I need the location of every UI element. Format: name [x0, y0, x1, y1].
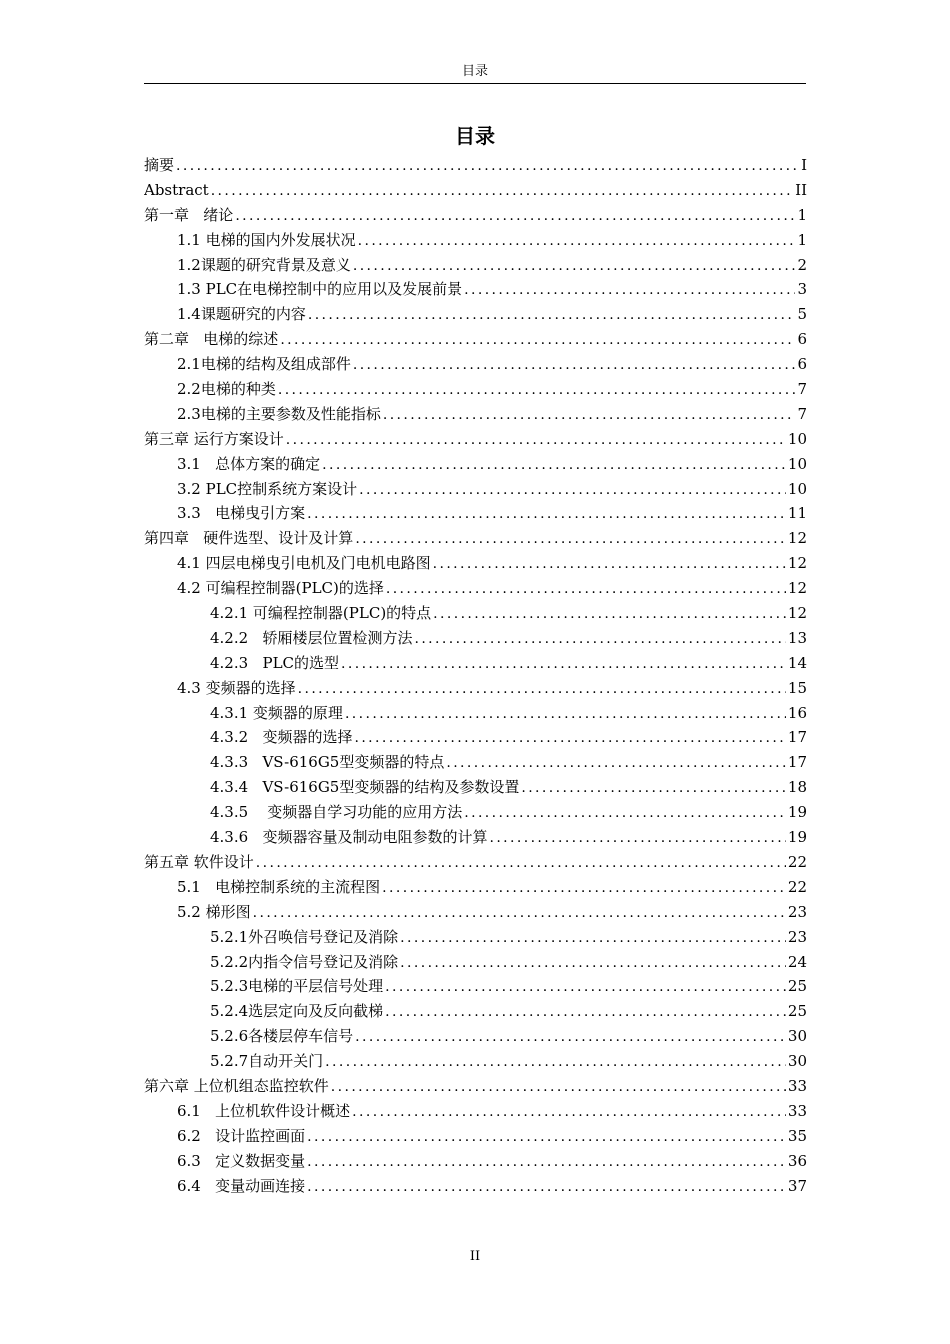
- toc-entry[interactable]: [144, 1049, 807, 1074]
- toc-entry-page: 37: [787, 1176, 807, 1195]
- toc-entry-label: 5.2 梯形图: [177, 902, 251, 921]
- toc-entry-label: 4.3.2 变频器的选择: [210, 728, 353, 747]
- toc-entry-label: 1.2课题的研究背景及意义: [177, 255, 351, 274]
- toc-entry-page: 23: [787, 927, 807, 946]
- toc-entry-label: 4.2 可编程控制器(PLC)的选择: [177, 579, 384, 598]
- toc-entry-page: 30: [787, 1052, 807, 1071]
- toc-entry[interactable]: [144, 925, 807, 950]
- toc-entry[interactable]: [144, 377, 807, 402]
- toc-dot-leader: [354, 726, 785, 750]
- toc-dot-leader: [307, 1150, 786, 1174]
- toc-entry-page: 22: [787, 852, 807, 871]
- toc-entry-page: 17: [787, 728, 807, 747]
- toc-entry[interactable]: [144, 253, 807, 278]
- toc-entry-label: 1.3 PLC在电梯控制中的应用以及发展前景: [177, 280, 463, 299]
- toc-dot-leader: [345, 702, 786, 726]
- toc-entry-page: 36: [787, 1151, 807, 1170]
- toc-entry-page: 6: [797, 355, 807, 374]
- toc-entry-label: 4.3.1 变频器的原理: [210, 703, 343, 722]
- toc-entry[interactable]: [144, 526, 807, 551]
- toc-dot-leader: [211, 179, 793, 203]
- toc-entry-label: 第四章 硬件选型、设计及计算: [144, 529, 354, 548]
- toc-dot-leader: [433, 552, 786, 576]
- toc-entry[interactable]: [144, 477, 807, 502]
- toc-dot-leader: [235, 204, 795, 228]
- toc-entry-page: 24: [787, 952, 807, 971]
- toc-entry[interactable]: [144, 651, 807, 676]
- toc-entry-label: 第一章 绪论: [144, 205, 234, 224]
- toc-dot-leader: [352, 1100, 786, 1124]
- toc-entry-page: 1: [797, 205, 807, 224]
- toc-entry[interactable]: [144, 626, 807, 651]
- toc-entry[interactable]: [144, 277, 807, 302]
- toc-entry[interactable]: [144, 551, 807, 576]
- toc-entry[interactable]: [144, 950, 807, 975]
- toc-entry-page: 12: [787, 579, 807, 598]
- toc-entry-label: 5.2.2内指令信号登记及消除: [210, 952, 399, 971]
- toc-entry-label: 2.2电梯的种类: [177, 380, 276, 399]
- toc-dot-leader: [307, 1125, 786, 1149]
- toc-entry-label: 1.4课题研究的内容: [177, 305, 306, 324]
- toc-entry[interactable]: [144, 701, 807, 726]
- toc-entry-page: I: [801, 156, 807, 174]
- toc-dot-leader: [331, 1075, 786, 1099]
- header-divider: [144, 83, 806, 84]
- toc-entry-page: 2: [797, 255, 807, 274]
- toc-entry-page: 7: [797, 404, 807, 423]
- toc-entry[interactable]: [144, 676, 807, 701]
- toc-entry[interactable]: [144, 999, 807, 1024]
- toc-entry-label: 5.2.6各楼层停车信号: [210, 1027, 354, 1046]
- toc-entry-page: 22: [787, 877, 807, 896]
- toc-entry-label: 5.2.3电梯的平层信号处理: [210, 977, 384, 996]
- toc-entry[interactable]: [144, 601, 807, 626]
- toc-entry-label: 4.3 变频器的选择: [177, 678, 296, 697]
- toc-dot-leader: [308, 303, 796, 327]
- toc-dot-leader: [278, 378, 796, 402]
- toc-entry-page: 15: [787, 678, 807, 697]
- toc-entry-page: 7: [797, 380, 807, 399]
- toc-dot-leader: [307, 502, 786, 526]
- toc-entry-page: 19: [787, 803, 807, 822]
- toc-dot-leader: [385, 1000, 786, 1024]
- toc-entry-label: 4.2.2 轿厢楼层位置检测方法: [210, 628, 413, 647]
- toc-entry-page: 19: [787, 828, 807, 847]
- toc-entry[interactable]: [144, 427, 807, 452]
- toc-dot-leader: [298, 677, 786, 701]
- toc-entry[interactable]: [144, 1174, 807, 1199]
- toc-dot-leader: [400, 926, 786, 950]
- toc-dot-leader: [359, 478, 786, 502]
- toc-entry-label: 6.3 定义数据变量: [177, 1151, 306, 1170]
- toc-entry-label: 1.1 电梯的国内外发展状况: [177, 230, 356, 249]
- toc-entry-label: 摘要: [144, 156, 175, 174]
- toc-entry-page: 12: [787, 554, 807, 573]
- toc-dot-leader: [433, 602, 786, 626]
- toc-entry-label: 5.2.7自动开关门: [210, 1052, 324, 1071]
- toc-dot-leader: [353, 254, 796, 278]
- toc-dot-leader: [253, 901, 786, 925]
- toc-entry[interactable]: [144, 1149, 807, 1174]
- toc-dot-leader: [385, 975, 786, 999]
- toc-entry[interactable]: [144, 501, 807, 526]
- toc-entry-label: 3.3 电梯曳引方案: [177, 504, 306, 523]
- toc-entry-page: 25: [787, 1002, 807, 1021]
- running-header: 目录: [461, 64, 488, 79]
- toc-entry-page: 16: [787, 703, 807, 722]
- toc-entry-label: 4.3.6 变频器容量及制动电阻参数的计算: [210, 828, 488, 847]
- toc-dot-leader: [341, 652, 786, 676]
- toc-dot-leader: [355, 527, 786, 551]
- toc-dot-leader: [322, 453, 786, 477]
- toc-entry-page: 33: [787, 1101, 807, 1120]
- toc-entry-page: 18: [787, 778, 807, 797]
- toc-entry-label: 6.4 变量动画连接: [177, 1176, 306, 1195]
- toc-entry-label: 4.1 四层电梯曳引电机及门电机电路图: [177, 554, 431, 573]
- toc-entry-label: 5.2.4选层定向及反向截梯: [210, 1002, 384, 1021]
- toc-dot-leader: [386, 577, 786, 601]
- toc-entry-page: 12: [787, 604, 807, 623]
- toc-dot-leader: [382, 876, 786, 900]
- toc-dot-leader: [446, 751, 786, 775]
- toc-entry-page: 6: [797, 330, 807, 349]
- toc-entry-page: 10: [787, 454, 807, 473]
- toc-entry-label: 4.2.1 可编程控制器(PLC)的特点: [210, 604, 432, 623]
- toc-entry-page: 11: [787, 504, 807, 523]
- toc-entry-page: 33: [787, 1076, 807, 1095]
- toc-dot-leader: [353, 353, 796, 377]
- toc-entry-label: 第三章 运行方案设计: [144, 429, 284, 448]
- toc-entry[interactable]: [144, 900, 807, 925]
- toc-entry-label: 第二章 电梯的综述: [144, 330, 279, 349]
- toc-entry[interactable]: [144, 1124, 807, 1149]
- toc-dot-leader: [358, 229, 796, 253]
- toc-entry[interactable]: [144, 875, 807, 900]
- toc-entry[interactable]: [144, 327, 807, 352]
- toc-dot-leader: [286, 428, 786, 452]
- toc-entry-label: 5.2.1外召唤信号登记及消除: [210, 927, 399, 946]
- toc-entry-page: 25: [787, 977, 807, 996]
- toc-entry[interactable]: [144, 725, 807, 750]
- toc-dot-leader: [489, 826, 785, 850]
- toc-dot-leader: [307, 1175, 786, 1199]
- toc-entry-page: 35: [787, 1126, 807, 1145]
- toc-entry-label: 3.1 总体方案的确定: [177, 454, 321, 473]
- toc-entry-page: 30: [787, 1027, 807, 1046]
- toc-dot-leader: [256, 851, 786, 875]
- toc-dot-leader: [355, 1025, 786, 1049]
- toc-dot-leader: [400, 951, 786, 975]
- toc-entry-page: 1: [797, 230, 807, 249]
- toc-dot-leader: [414, 627, 785, 651]
- toc-dot-leader: [521, 776, 786, 800]
- toc-dot-leader: [464, 278, 795, 302]
- toc-entry-page: 10: [787, 479, 807, 498]
- toc-entry-label: 第五章 软件设计: [144, 852, 254, 871]
- toc-entry[interactable]: [144, 1024, 807, 1049]
- toc-entry-label: 4.2.3 PLC的选型: [210, 653, 340, 672]
- toc-entry-page: 5: [797, 305, 807, 324]
- toc-dot-leader: [464, 801, 786, 825]
- toc-entry[interactable]: [144, 452, 807, 477]
- page-number: II: [469, 1249, 481, 1264]
- toc-entry-page: 3: [797, 280, 807, 299]
- toc-entry[interactable]: [144, 775, 807, 800]
- toc-entry-label: 4.3.4 VS-616G5型变频器的结构及参数设置: [210, 778, 520, 797]
- toc-entry-label: 2.3电梯的主要参数及性能指标: [177, 404, 381, 423]
- toc-entry-page: 12: [787, 529, 807, 548]
- toc-entry-label: 6.2 设计监控画面: [177, 1126, 306, 1145]
- toc-entry-label: 4.3.3 VS-616G5型变频器的特点: [210, 753, 445, 772]
- toc-entry[interactable]: [144, 203, 807, 228]
- toc-entry[interactable]: [144, 402, 807, 427]
- toc-entry-page: 14: [787, 653, 807, 672]
- toc-entry[interactable]: [144, 352, 807, 377]
- toc-dot-leader: [176, 154, 799, 178]
- toc-dot-leader: [280, 328, 795, 352]
- toc-entry-page: 17: [787, 753, 807, 772]
- toc-entry[interactable]: [144, 228, 807, 253]
- toc-entry-label: 3.2 PLC控制系统方案设计: [177, 479, 358, 498]
- toc-entry-label: Abstract: [144, 180, 209, 199]
- toc-entry[interactable]: [144, 750, 807, 775]
- toc-entry-label: 4.3.5 变频器自学习功能的应用方法: [210, 803, 463, 822]
- toc-entry[interactable]: [144, 1099, 807, 1124]
- toc-entry-page: 13: [787, 628, 807, 647]
- toc-entry[interactable]: [144, 1074, 807, 1099]
- toc-entry[interactable]: [144, 974, 807, 999]
- toc-entry-label: 第六章 上位机组态监控软件: [144, 1076, 329, 1095]
- toc-dot-leader: [383, 403, 796, 427]
- toc-dot-leader: [325, 1050, 786, 1074]
- toc-entry[interactable]: [144, 576, 807, 601]
- toc-entry[interactable]: [144, 178, 807, 203]
- toc-entry-page: 10: [787, 429, 807, 448]
- toc-entry-label: 5.1 电梯控制系统的主流程图: [177, 877, 381, 896]
- toc-entry[interactable]: [144, 850, 807, 875]
- table-of-contents: [144, 153, 807, 1198]
- toc-entry-label: 6.1 上位机软件设计概述: [177, 1101, 351, 1120]
- toc-entry[interactable]: [144, 153, 807, 178]
- toc-entry[interactable]: [144, 825, 807, 850]
- toc-entry[interactable]: [144, 302, 807, 327]
- toc-entry-page: II: [795, 180, 807, 199]
- toc-title: 目录: [455, 124, 495, 148]
- toc-entry[interactable]: [144, 800, 807, 825]
- toc-entry-label: 2.1电梯的结构及组成部件: [177, 355, 351, 374]
- toc-entry-page: 23: [787, 902, 807, 921]
